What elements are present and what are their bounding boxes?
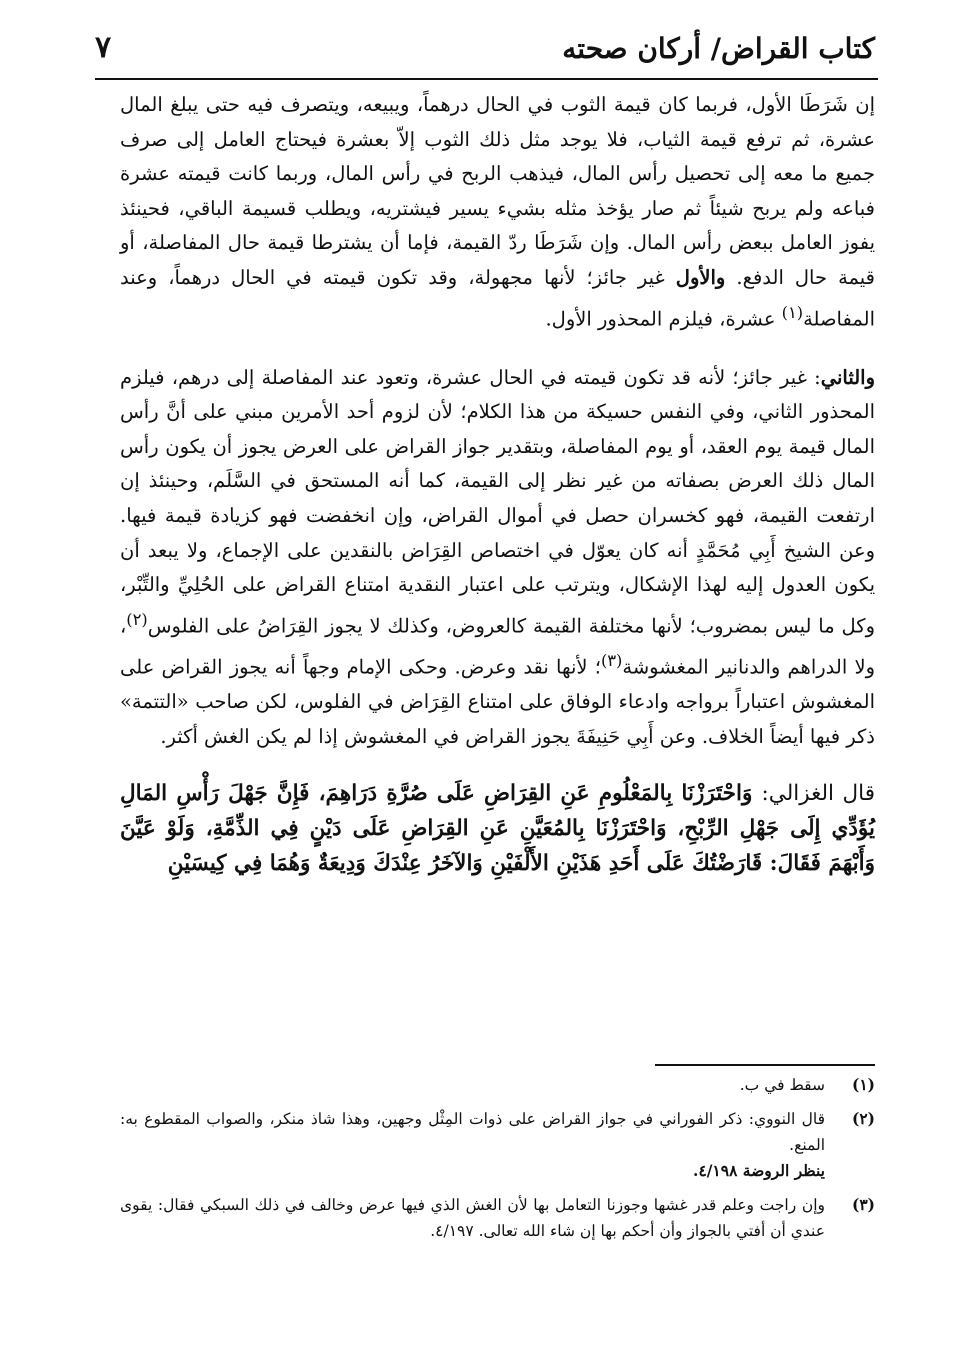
footnote-2-body — [120, 1106, 825, 1184]
running-title: كتاب القراض/ أركان صحته — [562, 32, 875, 65]
header-divider — [95, 78, 878, 80]
ghazali-quote — [120, 776, 875, 881]
footnote-spacer — [120, 1098, 875, 1106]
paragraph-2-text: : غير جائز؛ لأنه قد تكون قيمته في الحال عشرة، وتعود عند المفاصلة إلى درهم، فيلزم المحذور الثاني، وفي النفس حسيكة من هذا الكلام؛ لأن لزوم أحد الأمرين مبني على أنَّ رأس المال قيمة يوم العقد، أو يوم المفاصلة، وبتقدير جواز القراض على العرض يجوز أن يكون رأس المال ذلك العرض بصفاته من غير نظر إلى القيمة، كما أنه المستحق في السَّلَم، وحينئذ إن ارتفعت القيمة، فهو كخسران حصل في أموال القراض، وإن انخفضت فهو كزيادة قيمة فيها. وعن الشيخ أَبِي مُحَمَّدٍ أنه كان يعوّل في اختصاص القِرَاض بالنقدين على الإجماع، ولا يبعد أن يكون العدول إليه لهذا الإشكال، ويترتب على اعتبار النقدية امتناع القراض على الحُلِيِّ والتِّبْر، وكل ما ليس بمضروب؛ لأنها مختلفة القيمة كالعروض، وكذلك لا يجوز القِرَاضُ على الفلوس — [120, 365, 875, 638]
paragraph-1 — [120, 88, 875, 337]
paragraph-2-text-cont: ، ولا الدراهم والدنانير المغشوشة — [120, 614, 875, 679]
page-number: ٧ — [95, 30, 112, 65]
quote-lead: قال الغزالي: — [761, 781, 875, 807]
paragraph-1-keyword: والأول — [675, 265, 726, 289]
paragraph-2 — [120, 361, 875, 755]
footnote-marker-3[interactable]: (٣) — [600, 650, 623, 670]
footnote-2 — [120, 1106, 875, 1184]
paragraph-2-keyword: والثاني — [820, 365, 875, 389]
paragraph-1-text-end: عشرة، فيلزم المحذور الأول. — [545, 307, 776, 331]
footnote-1-text: سقط في ب. — [739, 1076, 825, 1094]
footnote-marker-2[interactable]: (٢) — [126, 609, 148, 629]
paragraph-1-text: إن شَرَطَا الأول، فربما كان قيمة الثوب في الحال درهماً، ويبيعه، ويتصرف فيه حتى يبلغ المال عشرة، ثم ترفع قيمة الثياب، فلا يوجد مثل ذلك الثوب إلاّ بعشرة فيحتاج العامل إلى صرف جميع ما معه إلى تحصيل رأس المال، فيذهب الربح في رأس المال، وربما كانت قيمته عشرة فباعه ولم يربح شيئاً ثم صار يؤخذ مثله بشيء يسير فيشتريه، ويطلب قسيمة الباقي، فحينئذ يفوز العامل ببعض رأس المال. وإن شَرَطَا ردّ القيمة، فإما أن يشترطا قيمة حال المفاصلة، أو قيمة حال الدفع. — [120, 93, 876, 289]
footnote-divider — [655, 1064, 875, 1066]
footnote-2-number: (٢) — [851, 1109, 875, 1128]
footnote-2-reference: ينظر الروضة ٤/١٩٨. — [693, 1161, 825, 1180]
footnote-1-number: (١) — [851, 1075, 875, 1094]
footnote-marker-1[interactable]: (١) — [781, 302, 804, 322]
quote-text: وَاحْتَرَزْنَا بِالمَعْلُومِ عَنِ القِرَاضِ عَلَى صُرَّةِ دَرَاهِمَ، فَإِنَّ جَهْلَ رَأْسِ المَالِ يُؤَدِّي إِلَى جَهْلِ الرِّبْحِ، وَاحْتَرَزْنَا بِالمُعَيَّنِ عَنِ القِرَاضِ عَلَى دَيْنٍ فِي الذِّمَّةِ، وَلَوْ عَيَّنَ وَأَبْهَمَ فَقَالَ: قَارَضْتُكَ عَلَى أَحَدِ هَذَيْنِ الأَلْفَيْنِ وَالآخَرُ عِنْدَكَ وَدِيعَةٌ وَهُمَا فِي كِيسَيْنِ — [120, 781, 875, 877]
paragraph-2-text-end: ؛ لأنها نقد وعرض. وحكى الإمام وجهاً أنه يجوز القراض على المغشوش اعتباراً برواجه وادعاء الوفاق على امتناع القِرَاض في الفلوس، لكن صاحب «التتمة» ذكر فيها أيضاً الخلاف. وعن أَبِي حَنِيفَةَ يجوز القراض في المغشوش إذا لم يكن الغش أكثر. — [120, 655, 875, 748]
footnote-1 — [120, 1072, 875, 1098]
running-header — [95, 28, 875, 78]
footnote-3 — [120, 1192, 875, 1244]
footnote-3-text: وإن راجت وعلم قدر غشها وجوزنا التعامل بها لأن الغش الذي فيها عرض وخالف في ذلك السبكي فقال: يقوى عندي أن أفتي بالجواز وأن أحكم بها إن شاء الله تعالى. ٤/١٩٧. — [120, 1196, 825, 1240]
paragraph-1-text-cont: غير جائز؛ لأنها مجهولة، وقد تكون قيمته في الحال درهماً، وعند المفاصلة — [120, 265, 875, 331]
footnote-spacer — [120, 1184, 875, 1192]
footnotes — [120, 1072, 875, 1244]
footnote-3-number: (٣) — [851, 1195, 875, 1214]
main-text — [120, 88, 875, 881]
footnote-2-text: قال النووي: ذكر الفوراني في جواز القراض على ذوات المِثْل وجهين، وهذا شاذ منكر، والصواب المقطوع به: المنع. — [120, 1110, 825, 1154]
